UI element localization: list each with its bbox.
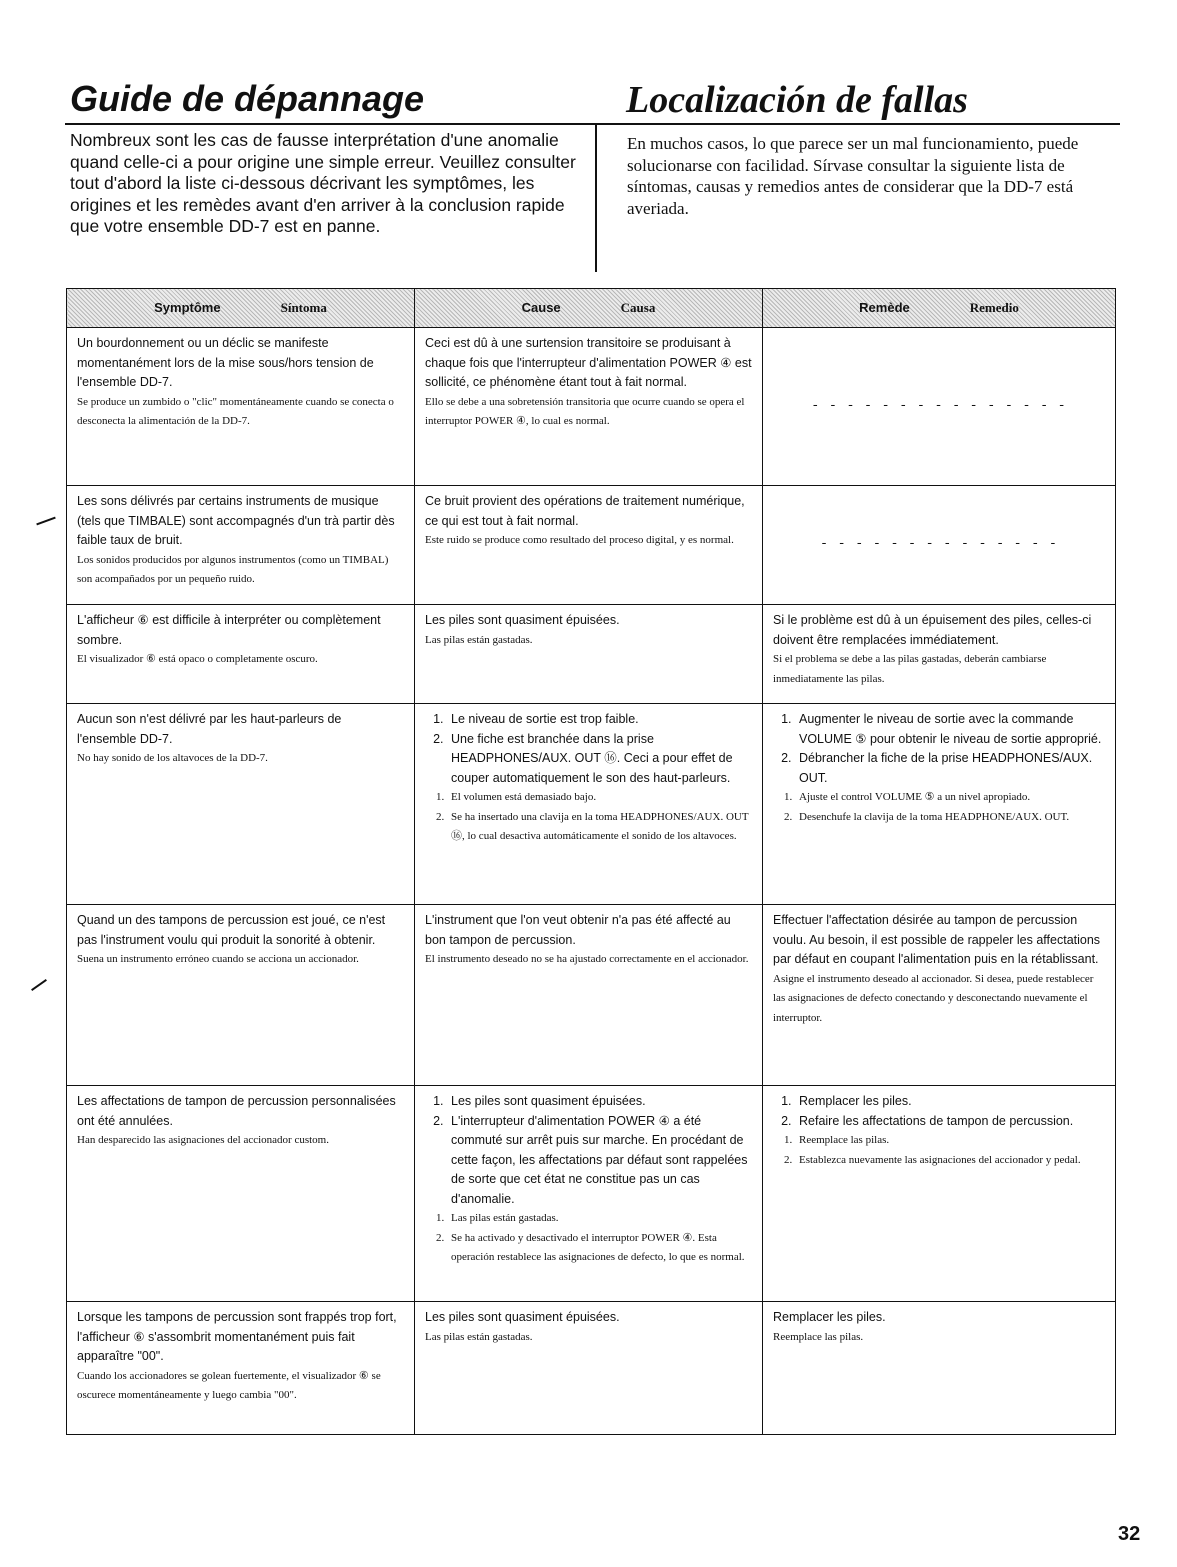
margin-mark xyxy=(31,979,47,991)
list-item: 2. Refaire les affectations de tampon de percussion. xyxy=(795,1112,1105,1132)
symptom-cell: Quand un des tampons de percussion est joué, ce n'est pas l'instrument voulu qui produit la sonorité à obtenir. Suena un instrumento erróneo cuando se acciona un accionador. xyxy=(67,905,415,1086)
troubleshooting-table xyxy=(66,288,1116,1435)
intro-spanish: En muchos casos, lo que parece ser un mal funcionamiento, puede solucionarse con facilidad. Sírvase consultar la siguiente lista de síntomas, causas y remedios antes de considerar que la DD-7 está averiada. xyxy=(627,134,1079,218)
table-row xyxy=(67,905,1116,1086)
title-spanish: Localización de fallas xyxy=(626,79,968,121)
list-item: 2. Desenchufe la clavija de la toma HEADPHONE/AUX. OUT. xyxy=(795,808,1105,828)
symptom-cell: Un bourdonnement ou un déclic se manifeste momentanément lors de la mise sous/hors tension de l'ensemble DD-7. Se produce un zumbido o "clic" momentáneamente cuando se conecta o desconecta la alimentación de la DD-7. xyxy=(67,328,415,486)
list-item: 2. Establezca nuevamente las asignaciones del accionador y pedal. xyxy=(795,1151,1105,1171)
list-item: 1. Remplacer les piles. xyxy=(795,1092,1105,1112)
cause-cell xyxy=(415,704,763,905)
cause-cell xyxy=(415,1086,763,1302)
remedy-cell: Si le problème est dû à un épuisement des piles, celles-ci doivent être remplacées immédiatement. Si el problema se debe a las pilas gastadas, deberán cambiarse inmediatamente las pilas. xyxy=(763,605,1116,704)
title-french: Guide de dépannage xyxy=(70,78,425,119)
table-header-row xyxy=(67,289,1116,328)
symptom-cell: Lorsque les tampons de percussion sont frappés trop fort, l'afficheur ⑥ s'assombrit momentanément puis fait apparaître "00". Cuando los accionadores se golean fuertemente, el visualizador ⑥ se oscurece momentáneamente y luego cambia "00". xyxy=(67,1302,415,1435)
remedy-cell: - - - - - - - - - - - - - - - xyxy=(763,328,1116,486)
list-item: 1. Le niveau de sortie est trop faible. xyxy=(447,710,752,730)
remedy-cell: Remplacer les piles. Reemplace las pilas. xyxy=(763,1302,1116,1435)
symptom-cell: Aucun son n'est délivré par les haut-parleurs de l'ensemble DD-7. No hay sonido de los altavoces de la DD-7. xyxy=(67,704,415,905)
table-row xyxy=(67,704,1116,905)
header-cause: Cause Causa xyxy=(415,289,763,328)
cause-cell: Ceci est dû à une surtension transitoire se produisant à chaque fois que l'interrupteur d'alimentation POWER ④ est sollicité, ce phénomène étant tout à fait normal. Ello se debe a una sobretensión transitoria que ocurre cuando se opera el interruptor POWER ④, lo cual es normal. xyxy=(415,328,763,486)
header-remedy: Remède Remedio xyxy=(763,289,1116,328)
cause-cell: Les piles sont quasiment épuisées. Las pilas están gastadas. xyxy=(415,605,763,704)
list-item: 2. Une fiche est branchée dans la prise HEADPHONES/AUX. OUT ⑯. Ceci a pour effet de couper automatiquement le son des haut-parleurs. xyxy=(447,730,752,789)
header-symptom: Symptôme Síntoma xyxy=(67,289,415,328)
table-row xyxy=(67,605,1116,704)
remedy-cell xyxy=(763,1086,1116,1302)
intro-divider xyxy=(595,125,597,272)
cause-cell: Les piles sont quasiment épuisées. Las pilas están gastadas. xyxy=(415,1302,763,1435)
title-rule xyxy=(65,123,1120,125)
list-item: 2. Débrancher la fiche de la prise HEADPHONES/AUX. OUT. xyxy=(795,749,1105,788)
remedy-cell xyxy=(763,704,1116,905)
page-number: 32 xyxy=(1118,1523,1141,1545)
cause-cell: Ce bruit provient des opérations de traitement numérique, ce qui est tout à fait normal. Este ruido se produce como resultado del proceso digital, y es normal. xyxy=(415,486,763,605)
symptom-cell: Les sons délivrés par certains instruments de musique (tels que TIMBALE) sont accompagnés d'un trà partir dès faible taux de bruit. Los sonidos producidos por algunos instrumentos (como un TIMBAL) son acompañados por un pequeño ruido. xyxy=(67,486,415,605)
list-item: 1. Las pilas están gastadas. xyxy=(447,1209,752,1229)
margin-mark xyxy=(36,517,55,526)
table-row xyxy=(67,486,1116,605)
list-item: 2. L'interrupteur d'alimentation POWER ④ a été commuté sur arrêt puis sur marche. En procédant de cette façon, les affectations par défaut sont rappelées de sorte que cet état ne constitue pas un cas d'anomalie. xyxy=(447,1112,752,1210)
table-row xyxy=(67,1302,1116,1435)
list-item: 1. El volumen está demasiado bajo. xyxy=(447,788,752,808)
remedy-cell: - - - - - - - - - - - - - - xyxy=(763,486,1116,605)
list-item: 2. Se ha activado y desactivado el interruptor POWER ④. Esta operación restablece las asignaciones de defecto, lo que es normal. xyxy=(447,1229,752,1268)
list-item: 1. Augmenter le niveau de sortie avec la commande VOLUME ⑤ pour obtenir le niveau de sortie approprié. xyxy=(795,710,1105,749)
list-item: 2. Se ha insertado una clavija en la toma HEADPHONES/AUX. OUT ⑯, lo cual desactiva automáticamente el sonido de los altavoces. xyxy=(447,808,752,847)
intro-french: Nombreux sont les cas de fausse interprétation d'une anomalie quand celle-ci a pour origine une simple erreur. Veuillez consulter tout d'abord la liste ci-dessous décrivant les symptômes, les origines et les remèdes avant d'en arriver à la conclusion rapide que votre ensemble DD-7 est en panne. xyxy=(70,130,576,236)
list-item: 1. Les piles sont quasiment épuisées. xyxy=(447,1092,752,1112)
list-item: 1. Ajuste el control VOLUME ⑤ a un nivel apropiado. xyxy=(795,788,1105,808)
cause-cell: L'instrument que l'on veut obtenir n'a pas été affecté au bon tampon de percussion. El instrumento deseado no se ha ajustado correctamente en el accionador. xyxy=(415,905,763,1086)
table-row xyxy=(67,328,1116,486)
symptom-cell: Les affectations de tampon de percussion personnalisées ont été annulées. Han desparecido las asignaciones del accionador custom. xyxy=(67,1086,415,1302)
remedy-cell: Effectuer l'affectation désirée au tampon de percussion voulu. Au besoin, il est possible de rappeler les affectations par défaut en coupant l'alimentation puis en la rétablissant. Asigne el instrumento deseado al accionador. Si desea, puede restablecer las asignaciones de defecto conectando y desconectando nuevamente el interruptor. xyxy=(763,905,1116,1086)
list-item: 1. Reemplace las pilas. xyxy=(795,1131,1105,1151)
symptom-cell: L'afficheur ⑥ est difficile à interpréter ou complètement sombre. El visualizador ⑥ está opaco o completamente oscuro. xyxy=(67,605,415,704)
table-row xyxy=(67,1086,1116,1302)
